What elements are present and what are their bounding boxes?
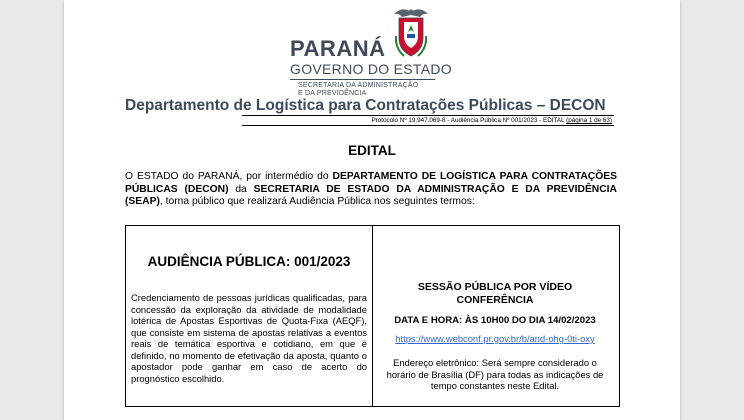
sessao-title-line1: SESSÃO PÚBLICA POR VÍDEO	[417, 281, 573, 293]
protocol-number: Protocolo Nº 19.947.069-8 - Audiência Pública Nº 001/2023 - EDITAL	[371, 117, 565, 124]
protocol-bar	[242, 115, 614, 126]
sessao-box	[371, 225, 620, 407]
sessao-title	[371, 281, 619, 307]
intro-text-2: da	[228, 183, 254, 195]
logo-secretaria-line2: E DA PREVIDÊNCIA	[298, 90, 367, 97]
audiencia-description: Credenciamento de pessoas jurídicas qualificadas, para concessão da exploração da atividade de modalidade lotérica de Apostas Esportivas de Quota-Fixa (AEQF), que consiste em sistema de apostas relativas a eventos reais de temática esportiva e cotidiano, em que é definido, no momento de efetivação da aposta, quanto o apostador pode ganhar em caso de acerto do prognóstico escolhido.	[131, 292, 367, 384]
parana-crest-icon	[390, 6, 432, 60]
intro-text-3: , torna público que realizará Audiência Pública nos seguintes termos:	[159, 196, 475, 207]
intro-bold-decon: DEPARTAMENTO DE LOGÍSTICA PARA CONTRATAÇÕES PÚBLICAS (DECON)	[125, 171, 617, 195]
webconf-link[interactable]: https://www.webconf.pr.gov.br/b/and-ohg-0ti-oxy	[395, 333, 595, 344]
intro-paragraph	[125, 171, 617, 209]
audiencia-title: AUDIÊNCIA PÚBLICA: 001/2023	[147, 254, 351, 269]
logo-governo-text: GOVERNO DO ESTADO	[290, 61, 452, 77]
document-page	[64, 0, 680, 420]
logo-parana-text: PARANÁ	[290, 36, 386, 61]
protocol-text	[371, 116, 612, 125]
logo-divider	[290, 79, 435, 80]
department-heading: Departamento de Logística para Contratações Públicas – DECON	[125, 97, 606, 114]
intro-text-1: O ESTADO do PARANÁ, por intermédio do	[125, 171, 333, 182]
intro-bold-seap: SECRETARIA DE ESTADO DA ADMINISTRAÇÃO E DA PREVIDÊNCIA (SEAP)	[125, 183, 617, 207]
logo-secretaria-line1: SECRETARIA DA ADMINISTRAÇÃO	[298, 82, 419, 89]
parana-logo	[290, 6, 490, 96]
audiencia-box	[125, 225, 373, 407]
sessao-note: Endereço eletrônico: Será sempre considerado o horário de Brasília (DF) para todas as indicações de tempo constantes neste Edital.	[386, 357, 604, 391]
edital-title: EDITAL	[348, 143, 396, 158]
sessao-title-line2: CONFERÊNCIA	[456, 294, 534, 306]
sessao-date: DATA E HORA: ÀS 10H00 DO DIA 14/02/2023	[394, 315, 596, 326]
page-indicator: (página 1 de 63)	[566, 117, 612, 124]
